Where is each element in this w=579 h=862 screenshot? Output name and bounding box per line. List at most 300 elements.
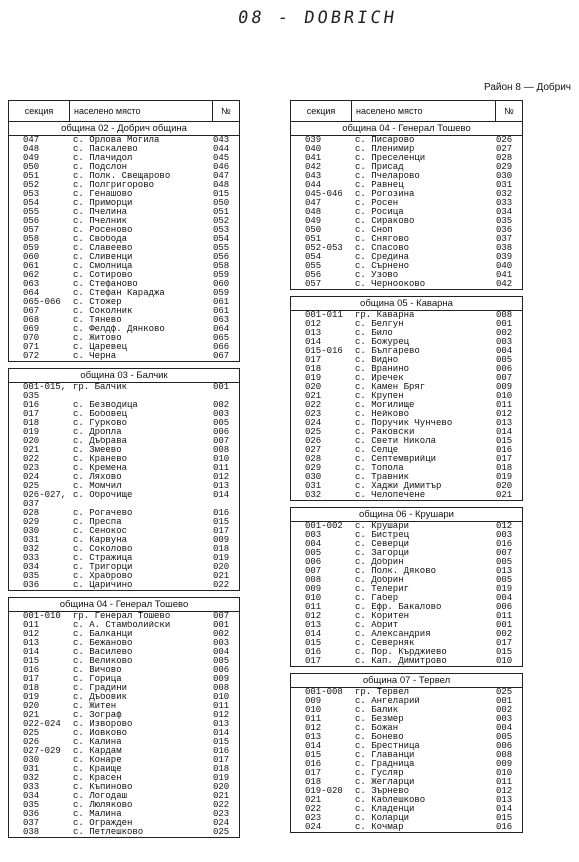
table-row (9, 536, 239, 545)
place-cell: с. Пчелина (73, 208, 128, 217)
section-cell: 001-011 (305, 311, 343, 320)
table-row (9, 419, 239, 428)
number-cell (213, 392, 239, 401)
place-cell: с. Красен (73, 774, 122, 783)
place-cell: гр. Каварна (355, 311, 415, 320)
number-cell: 001 (496, 320, 513, 329)
section-cell: 053 (23, 190, 40, 199)
place-cell: с. Сенокос (73, 527, 128, 536)
section-cell: 026 (305, 437, 322, 446)
table-row (9, 738, 239, 747)
section-cell: 060 (23, 253, 40, 262)
place-cell: с. Северци (355, 540, 410, 549)
place-cell: с. Александрия (355, 630, 431, 639)
header-num: № (504, 106, 514, 116)
section-cell: 031 (305, 482, 322, 491)
section-cell: 009 (305, 585, 322, 594)
section-cell: 023 (305, 814, 322, 823)
municipality-title: община 02 - Добрич община (9, 122, 239, 136)
section-cell: 033 (23, 783, 40, 792)
table-row (291, 338, 522, 347)
place-cell: с. Дропла (73, 428, 122, 437)
number-cell: 014 (496, 805, 513, 814)
number-cell: 033 (496, 199, 513, 208)
table-row (9, 702, 239, 711)
number-cell: 008 (496, 751, 513, 760)
section-cell: 055 (23, 208, 40, 217)
section-cell: 020 (23, 437, 40, 446)
section-cell: 029 (305, 464, 322, 473)
section-cell: 014 (23, 648, 40, 657)
number-cell: 061 (213, 298, 230, 307)
table-row (291, 482, 522, 491)
section-cell: 042 (305, 163, 322, 172)
section-cell: 019 (23, 693, 40, 702)
place-cell: с. Безводица (73, 401, 138, 410)
place-cell: с. Соколово (73, 545, 133, 554)
number-cell: 006 (496, 603, 513, 612)
table-row (9, 545, 239, 554)
number-cell: 004 (496, 724, 513, 733)
section-cell: 063 (23, 280, 40, 289)
number-cell: 015 (496, 648, 513, 657)
number-cell: 009 (213, 536, 230, 545)
table-row (9, 711, 239, 720)
section-cell: 012 (305, 612, 322, 621)
number-cell: 059 (213, 271, 230, 280)
section-cell: 033 (23, 554, 40, 563)
number-cell: 065 (213, 334, 230, 343)
table-row (291, 199, 522, 208)
table-row (291, 751, 522, 760)
place-cell: с. Рогачево (73, 509, 133, 518)
section-cell: 027 (305, 446, 322, 455)
section-cell: 025 (23, 729, 40, 738)
number-cell: 016 (496, 823, 513, 832)
number-cell: 004 (496, 594, 513, 603)
section-cell: 040 (305, 145, 322, 154)
table-row (9, 801, 239, 810)
place-cell (69, 500, 213, 509)
place-cell: с. Огражден (73, 819, 133, 828)
place-cell: с. Балик (355, 706, 399, 715)
table-row (9, 307, 239, 316)
section-cell: 015 (305, 751, 322, 760)
number-cell: 012 (496, 787, 513, 796)
number-cell: 009 (496, 760, 513, 769)
section-cell: 018 (23, 419, 40, 428)
table-row (291, 522, 522, 531)
section-cell: 068 (23, 316, 40, 325)
table-row (9, 666, 239, 675)
table-row (291, 742, 522, 751)
table-row (291, 688, 522, 697)
number-cell: 014 (213, 729, 230, 738)
header-num: № (221, 106, 231, 116)
place-cell: с. Стефаново (73, 280, 138, 289)
section-cell: 005 (305, 549, 322, 558)
number-cell: 013 (213, 482, 230, 491)
number-cell: 041 (496, 271, 513, 280)
place-cell: с. Хаджи Димитър (355, 482, 442, 491)
number-cell: 005 (213, 419, 230, 428)
table-row (9, 572, 239, 581)
place-cell: с. Ангеларий (355, 697, 420, 706)
number-cell: 026 (496, 136, 513, 145)
number-cell: 018 (496, 464, 513, 473)
number-cell: 046 (213, 163, 230, 172)
place-cell: с. Стефан Караджа (73, 289, 165, 298)
table-row (9, 343, 239, 352)
table-row (291, 787, 522, 796)
place-cell: с. Гурково (73, 419, 128, 428)
place-cell: с. Септемврийци (355, 455, 437, 464)
table-row (9, 446, 239, 455)
section-cell: 020 (305, 383, 322, 392)
number-cell: 015 (213, 190, 230, 199)
number-cell: 003 (213, 639, 230, 648)
place-cell: с. Сноп (355, 226, 393, 235)
table-row (9, 217, 239, 226)
section-cell: 015 (23, 657, 40, 666)
place-cell: с. Северняк (355, 639, 415, 648)
place-cell: с. Добрин (355, 576, 404, 585)
place-cell: с. Сотирово (73, 271, 133, 280)
section-cell: 022 (23, 455, 40, 464)
number-cell: 010 (496, 392, 513, 401)
place-cell: с. Телериг (355, 585, 410, 594)
place-cell: с. Иречек (355, 374, 404, 383)
municipality-title: община 07 - Тервел (291, 674, 522, 688)
table-row (291, 244, 522, 253)
number-cell: 017 (496, 455, 513, 464)
table-row (291, 585, 522, 594)
number-cell: 032 (496, 190, 513, 199)
municipality-block (290, 296, 523, 501)
table-row (291, 697, 522, 706)
table-row (291, 181, 522, 190)
table-row (291, 630, 522, 639)
section-cell: 036 (23, 810, 40, 819)
place-cell: с. Габер (355, 594, 399, 603)
number-cell: 005 (496, 558, 513, 567)
number-cell: 036 (496, 226, 513, 235)
section-cell: 065-066 (23, 298, 61, 307)
section-cell: 006 (305, 558, 322, 567)
table-row (9, 819, 239, 828)
section-cell: 028 (23, 509, 40, 518)
place-cell: с. Снягово (355, 235, 410, 244)
place-cell: с. Писарово (355, 136, 415, 145)
place-cell: с. Крупен (355, 392, 404, 401)
table-row (291, 733, 522, 742)
table-row (291, 217, 522, 226)
place-cell: с. Жегларци (355, 778, 415, 787)
section-cell: 021 (305, 796, 322, 805)
section-cell: 025 (23, 482, 40, 491)
place-cell: с. Зърнево (355, 787, 410, 796)
place-cell: с. Соколник (73, 307, 133, 316)
place-cell: с. Малина (73, 810, 122, 819)
section-cell: 059 (23, 244, 40, 253)
place-cell: с. Градини (73, 684, 128, 693)
table-row (291, 621, 522, 630)
number-cell: 001 (213, 621, 230, 630)
place-cell: с. Кранево (73, 455, 128, 464)
handwritten-note: 08 - DOBRICH (236, 8, 399, 28)
municipality-block (290, 507, 523, 667)
number-cell: 019 (213, 554, 230, 563)
section-cell: 021 (23, 711, 40, 720)
place-cell: с. Царичино (73, 581, 133, 590)
place-cell: с. Генашово (73, 190, 133, 199)
section-cell: 017 (23, 410, 40, 419)
place-cell: с. Вичово (73, 666, 122, 675)
number-cell: 056 (213, 253, 230, 262)
section-cell: 044 (305, 181, 322, 190)
table-row (9, 621, 239, 630)
table-row (291, 567, 522, 576)
place-cell: с. Смолница (73, 262, 133, 271)
section-cell: 049 (23, 154, 40, 163)
place-cell: с. Плачидол (73, 154, 133, 163)
section-cell: 030 (23, 756, 40, 765)
section-cell: 035 (23, 392, 40, 401)
section-cell: 011 (305, 603, 322, 612)
table-row (9, 392, 239, 401)
place-cell: с. Било (355, 329, 393, 338)
table-row (291, 706, 522, 715)
place-cell: с. Градница (355, 760, 415, 769)
left-column (8, 100, 240, 838)
place-cell: с. Преспа (73, 518, 122, 527)
number-cell: 011 (213, 702, 230, 711)
section-cell: 054 (305, 253, 322, 262)
number-cell: 009 (213, 675, 230, 684)
table-row (291, 356, 522, 365)
number-cell: 002 (496, 706, 513, 715)
table-row (9, 136, 239, 145)
table-row (291, 491, 522, 500)
place-cell: с. Горица (73, 675, 122, 684)
section-cell: 013 (23, 639, 40, 648)
section-cell: 016 (23, 401, 40, 410)
place-cell: с. Полк. Дяково (355, 567, 437, 576)
section-cell: 058 (23, 235, 40, 244)
table-row (9, 810, 239, 819)
place-cell: с. Великово (73, 657, 133, 666)
section-cell: 001-015, (23, 383, 67, 392)
place-cell: с. Фелдф. Дянково (73, 325, 165, 334)
section-cell: 029 (23, 518, 40, 527)
place-cell: с. Спасово (355, 244, 410, 253)
number-cell: 018 (213, 765, 230, 774)
section-cell: 014 (305, 742, 322, 751)
table-row (9, 491, 239, 500)
section-cell: 070 (23, 334, 40, 343)
section-cell: 007 (305, 567, 322, 576)
municipality-title: община 05 - Каварна (291, 297, 522, 311)
section-cell: 023 (305, 410, 322, 419)
table-row (291, 648, 522, 657)
header-place: населено място (352, 101, 496, 121)
number-cell: 002 (213, 401, 230, 410)
section-cell: 067 (23, 307, 40, 316)
section-cell: 035 (23, 801, 40, 810)
place-cell: с. Белгун (355, 320, 404, 329)
place-cell: с. Равнец (355, 181, 404, 190)
table-row (291, 724, 522, 733)
number-cell: 052 (213, 217, 230, 226)
section-cell: 032 (23, 545, 40, 554)
number-cell: 018 (213, 545, 230, 554)
municipality-title: община 03 - Балчик (9, 369, 239, 383)
number-cell: 044 (213, 145, 230, 154)
table-row (291, 455, 522, 464)
table-row (9, 675, 239, 684)
table-row (291, 365, 522, 374)
number-cell: 001 (496, 621, 513, 630)
section-cell: 064 (23, 289, 40, 298)
municipality-block (8, 122, 240, 362)
place-cell: с. Преселенци (355, 154, 426, 163)
table-row (291, 392, 522, 401)
number-cell: 001 (496, 697, 513, 706)
place-cell: с. Ляхово (73, 473, 122, 482)
number-cell: 060 (213, 280, 230, 289)
number-cell: 021 (213, 792, 230, 801)
number-cell: 063 (213, 316, 230, 325)
place-cell: с. Гусляр (355, 769, 404, 778)
table-row (9, 172, 239, 181)
number-cell: 019 (496, 585, 513, 594)
number-cell: 015 (213, 518, 230, 527)
number-cell: 020 (496, 482, 513, 491)
number-cell: 029 (496, 163, 513, 172)
section-cell: 052 (23, 181, 40, 190)
section-cell: 051 (305, 235, 322, 244)
table-row (291, 796, 522, 805)
place-cell: с. Кап. Димитрово (355, 657, 447, 666)
place-cell: с. Средина (355, 253, 410, 262)
section-cell: 016 (23, 666, 40, 675)
table-row (9, 199, 239, 208)
table-row (291, 437, 522, 446)
section-cell: 017 (305, 356, 322, 365)
number-cell: 047 (213, 172, 230, 181)
number-cell: 007 (496, 549, 513, 558)
section-cell: 001-010 (23, 612, 61, 621)
table-row (9, 163, 239, 172)
table-header (290, 100, 523, 122)
section-cell: 019 (305, 374, 322, 383)
place-cell: с. Нейково (355, 410, 410, 419)
section-cell: 030 (305, 473, 322, 482)
section-cell: 051 (23, 172, 40, 181)
table-row (291, 549, 522, 558)
number-cell: 014 (213, 491, 230, 500)
table-row (9, 581, 239, 590)
section-cell: 013 (305, 733, 322, 742)
section-cell: 018 (305, 365, 322, 374)
place-cell: с. Коларци (355, 814, 410, 823)
section-cell: 004 (305, 540, 322, 549)
place-cell: с. Момчил (73, 482, 122, 491)
place-cell: с. Черна (73, 352, 117, 361)
number-cell: 039 (496, 253, 513, 262)
number-cell: 008 (213, 446, 230, 455)
section-cell: 037 (23, 500, 40, 509)
number-cell: 013 (496, 419, 513, 428)
section-cell: 017 (305, 657, 322, 666)
table-row (9, 554, 239, 563)
place-cell: с. Кремена (73, 464, 128, 473)
place-cell: с. Раковски (355, 428, 415, 437)
place-cell: с. Чернооково (355, 280, 426, 289)
place-cell: с. Селце (355, 446, 399, 455)
number-cell: 004 (213, 648, 230, 657)
table-row (291, 347, 522, 356)
table-row (291, 253, 522, 262)
section-cell: 024 (23, 473, 40, 482)
place-cell: с. Царевец (73, 343, 128, 352)
section-cell: 001-008 (305, 688, 343, 697)
number-cell: 022 (213, 581, 230, 590)
section-cell: 028 (305, 455, 322, 464)
number-cell: 006 (213, 428, 230, 437)
table-row (9, 729, 239, 738)
section-cell: 032 (23, 774, 40, 783)
number-cell: 012 (213, 711, 230, 720)
number-cell: 012 (213, 473, 230, 482)
number-cell: 013 (496, 567, 513, 576)
section-cell: 034 (23, 792, 40, 801)
number-cell: 007 (213, 612, 230, 621)
table-row (9, 410, 239, 419)
table-row (291, 235, 522, 244)
place-cell: с. Божурец (355, 338, 410, 347)
section-cell: 008 (305, 576, 322, 585)
table-row (291, 163, 522, 172)
place-cell: с. Краище (73, 765, 122, 774)
place-cell: гр. Балчик (73, 383, 128, 392)
number-cell: 012 (496, 522, 513, 531)
section-cell: 026 (23, 738, 40, 747)
place-cell: с. Паскалево (73, 145, 138, 154)
section-cell: 031 (23, 765, 40, 774)
section-cell: 071 (23, 343, 40, 352)
section-cell: 072 (23, 352, 40, 361)
section-cell: 036 (23, 581, 40, 590)
section-cell: 022 (305, 805, 322, 814)
section-cell: 062 (23, 271, 40, 280)
table-row (291, 280, 522, 289)
place-cell: с. Кочмар (355, 823, 404, 832)
place-cell: с. Кладенци (355, 805, 415, 814)
section-cell: 018 (23, 684, 40, 693)
table-row (9, 289, 239, 298)
number-cell: 055 (213, 244, 230, 253)
place-cell: с. Калина (73, 738, 122, 747)
number-cell: 005 (213, 657, 230, 666)
header-section: секция (291, 101, 352, 121)
table-row (291, 603, 522, 612)
number-cell: 040 (496, 262, 513, 271)
municipality-title: община 04 - Генерал Тошево (9, 598, 239, 612)
place-cell: с. Балканци (73, 630, 133, 639)
number-cell: 002 (496, 630, 513, 639)
table-row (9, 401, 239, 410)
